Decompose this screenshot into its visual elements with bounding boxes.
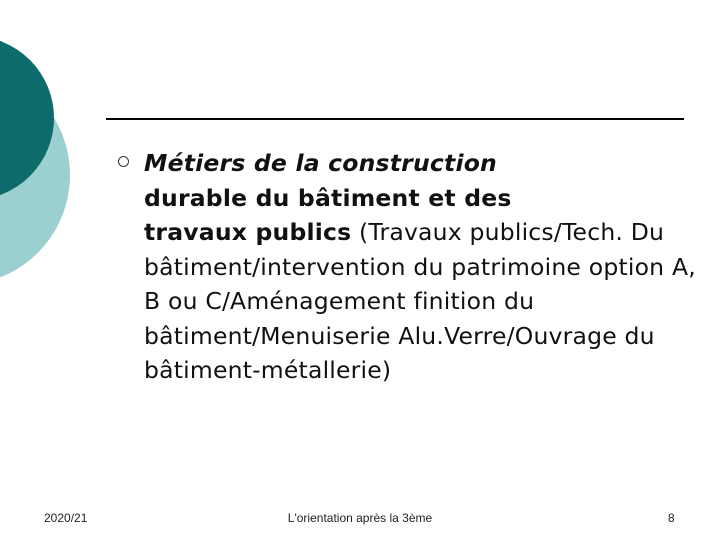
bullet-heading-part3: travaux publics: [144, 218, 352, 246]
decorative-circles: [0, 0, 110, 300]
title-divider-line: [106, 118, 684, 120]
slide-number: 8: [668, 511, 675, 525]
bullet-text: [144, 146, 704, 388]
footer-title: L'orientation après la 3ème: [287, 511, 433, 525]
bullet-heading-part2: durable du bâtiment et des: [144, 183, 512, 212]
hollow-circle-bullet-icon: [118, 156, 129, 167]
footer-date: 2020/21: [44, 511, 88, 525]
bullet-heading-part1: Métiers de la construction: [144, 149, 497, 177]
bullet-details: (Travaux publics/Tech. Du bâtiment/intervention du patrimoine option A, B ou C/Aménagement finition du bâtiment/Menuiserie Alu.Verre/Ouvrage du bâtiment-métallerie): [144, 218, 696, 384]
